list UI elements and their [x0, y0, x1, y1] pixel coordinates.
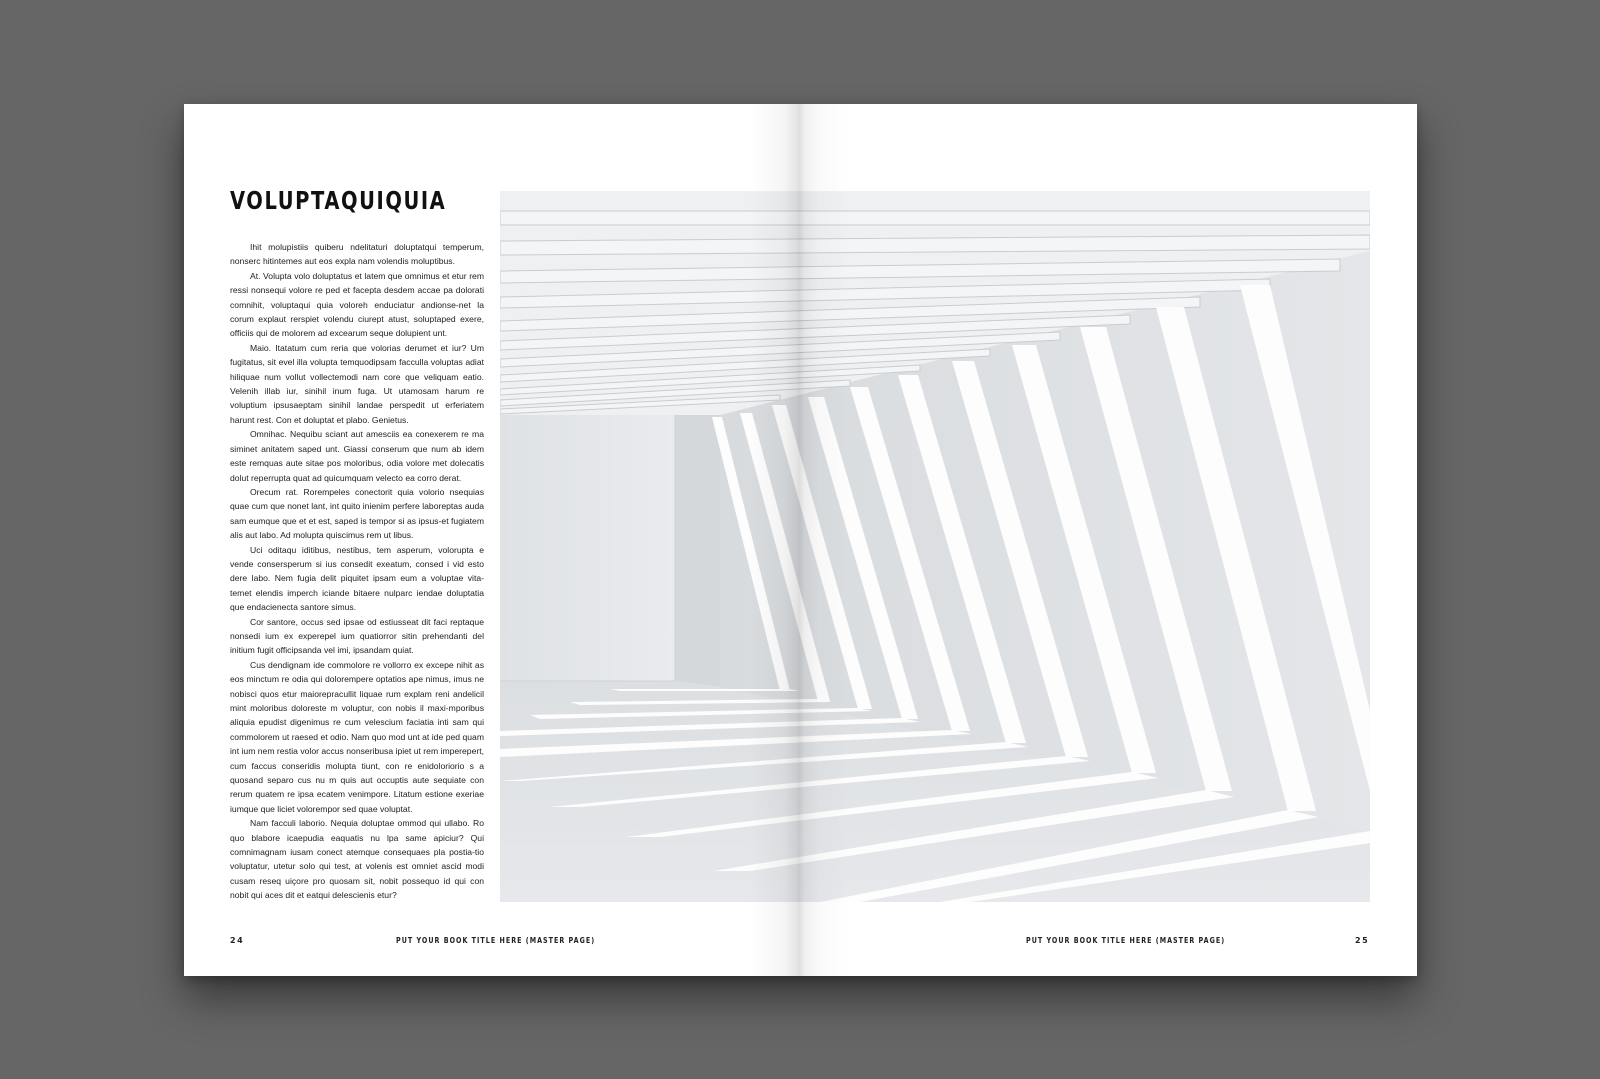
page-number-right: 25 [1355, 936, 1370, 945]
paragraph-8: Cus dendignam ide commolore re vollorro ex excepe nihit as eos minctum re odia qui dolorempere optatios ape nimus, imus ne nobisci quos etur maiorepracullit liquae rum explam reni andelicil mint moloribus doloreste m voluptur, con nobis il maxi-mporibus aliquia epudist digenimus re cum velescium faciatia inti sam qui commolorem ut raesed et odio. Nam quo mod unt at ide ped quam int ium nem restia volor accus nonseribusa ipiet ut rem imperepert, cum faccus conseridis molupta tiunt, con re enidoloriorio s a quosand separo cus nu m quis aut occuptis aute sequiate con rerum quatem re ipsa ecatem venimpore. Litatum estione exeriae iumque que liciet volorempor sed quae voluptat. [230, 659, 484, 814]
paragraph-1: Ihit molupistiis quiberu ndelitaturi doluptatqui temperum, nonserc hitintemes aut eos expla nam volendis moluptibus. [230, 242, 484, 267]
book-spread [184, 104, 1417, 976]
running-title-right: PUT YOUR BOOK TITLE HERE (MASTER PAGE) [1026, 936, 1226, 945]
paragraph-6: Uci oditaqu iditibus, nestibus, tem asperum, volorupta e vende consersperum si ius consedit exeatum, consed i vid esto dere labo. Nem fugia delit piquitet ipsam eum a voluptae vita-temet elendis imperch iciande bitaere nulparc iendae doluptatia que endacienecta santore simus. [230, 544, 484, 613]
chapter-title: VOLUPTAQUIQUIA [230, 186, 447, 215]
architecture-photo [500, 191, 1370, 902]
body-text [230, 240, 484, 903]
paragraph-5: Orecum rat. Rorempeles conectorit quia volorio nsequias quae cum que nonet lant, int quito inienim perfere laboreptas auda sam eumque que et et est, saped is tempor si as ipsus-et fugiatem alis aut labo. Ad molupta quiscimus rem ut libus. [230, 486, 484, 541]
page-number-left: 24 [230, 936, 245, 945]
paragraph-4: Omnihac. Nequibu sciant aut amesciis ea conexerem re ma siminet anitatem saped unt. Giassi conserum que num ab idem este remquas aute sitae pos moloribus, odia volore met dolecatis dolut reperrupta quat ad quicumquam velecto ea corro derat. [230, 429, 484, 483]
paragraph-3: Maio. Itatatum cum reria que volorias derumet et iur? Um fugitatus, sit evel illa volupta temquodipsam facculla voluptas adiat hiliquae num vollut vollectemodi nam core que veliquam eatio. Velenih illab iur, sinihil inum fuga. Ut utamosam harum re voluptium ipsusaeptam sinihil landae perspedit ut erferiatem harunt rest. Con et doluptat et plabo. Genietus. [230, 342, 484, 425]
paragraph-7: Cor santore, occus sed ipsae od estiusseat dit faci reptaque nonsedi ium ex experepel ium quatiorror sitin prehendanti del initium fugit officipsanda vel imi, ipsandam quiat. [230, 616, 484, 656]
running-title-left: PUT YOUR BOOK TITLE HERE (MASTER PAGE) [396, 936, 596, 945]
paragraph-9: Nam facculi laborio. Nequia doluptae ommod qui ullabo. Ro quo blabore icaepudia eaquatis nu lpa same apiciur? Qui comnimagnam iusam conect atemque consequaes pla postia-tio voluptatur, utetur solo qui test, at volenis est omniet ascid modi cusam reseq uiçore pro quosam sit, nobit possequo id qui con nobit qui aces dit et eatqui delescienis etur? [230, 818, 484, 901]
paragraph-2: At. Volupta volo doluptatus et latem que omnimus et etur rem ressi nonsequi volore re ped et facepta desdem accae pa dolorati comnihit, voluptaqui quia voloreh enduciatur andionse-net la corum explaut rerspiet volendu ciurept atust, soluptaped exere, officiis qui de molorem ad excearum seque dolupient unt. [230, 270, 484, 339]
